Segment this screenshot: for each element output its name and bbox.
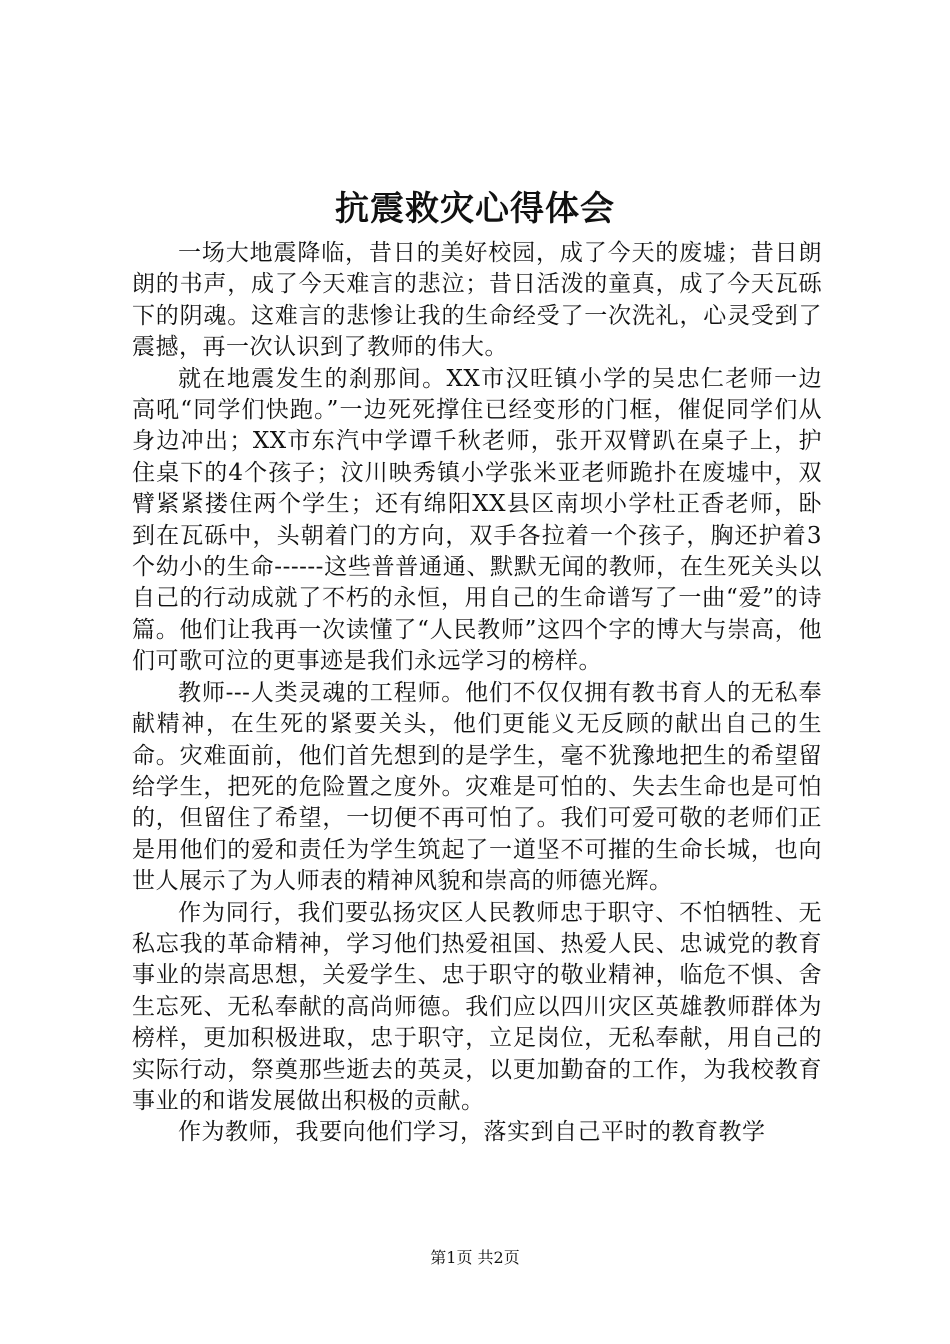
paragraph-2: 就在地震发生的刹那间。XX市汉旺镇小学的吴忠仁老师一边高吼“同学们快跑。”一边死死撑住已经变形的门框，催促同学们从身边冲出；XX市东汽中学谭千秋老师，张开双臂趴在桌子上，护住桌下的4个孩子；汶川映秀镇小学张米亚老师跪扑在废墟中，双臂紧紧搂住两个学生；还有绵阳XX县区南坝小学杜正香老师，卧到在瓦砾中，头朝着门的方向，双手各拉着一个孩子，胸还护着3个幼小的生命------这些普普通通、默默无闻的教师，在生死关头以自己的行动成就了不朽的永恒，用自己的生命谱写了一曲“爱”的诗篇。他们让我再一次读懂了“人民教师”这四个字的博大与崇高，他们可歌可泣的更事迹是我们永远学习的榜样。: [132, 365, 822, 675]
paragraph-3: 教师---人类灵魂的工程师。他们不仅仅拥有教书育人的无私奉献精神，在生死的紧要关头，他们更能义无反顾的献出自己的生命。灾难面前，他们首先想到的是学生，毫不犹豫地把生的希望留给学生，把死的危险置之度外。灾难是可怕的、失去生命也是可怕的，但留住了希望，一切便不再可怕了。我们可爱可敬的老师们正是用他们的爱和责任为学生筑起了一道坚不可摧的生命长城，也向世人展示了为人师表的精神风貌和崇高的师德光辉。: [132, 679, 822, 895]
paragraph-5: 作为教师，我要向他们学习，落实到自己平时的教育教学: [178, 1119, 766, 1146]
document-title: 抗震救灾心得体会: [335, 189, 615, 229]
paragraph-1: 一场大地震降临，昔日的美好校园，成了今天的废墟；昔日朗朗的书声，成了今天难言的悲泣；昔日活泼的童真，成了今天瓦砾下的阴魂。这难言的悲惨让我的生命经受了一次洗礼，心灵受到了震撼，再一次认识到了教师的伟大。: [132, 240, 822, 361]
paragraph-4: 作为同行，我们要弘扬灾区人民教师忠于职守、不怕牺牲、无私忘我的革命精神，学习他们热爱祖国、热爱人民、忠诚党的教育事业的崇高思想，关爱学生、忠于职守的敬业精神，临危不惧、舍生忘死、无私奉献的高尚师德。我们应以四川灾区英雄教师群体为榜样，更加积极进取，忠于职守，立足岗位，无私奉献，用自己的实际行动，祭奠那些逝去的英灵，以更加勤奋的工作，为我校教育事业的和谐发展做出积极的贡献。: [132, 899, 822, 1114]
page-footer: 第1页 共2页: [430, 1248, 520, 1267]
document-body: [132, 238, 822, 1149]
